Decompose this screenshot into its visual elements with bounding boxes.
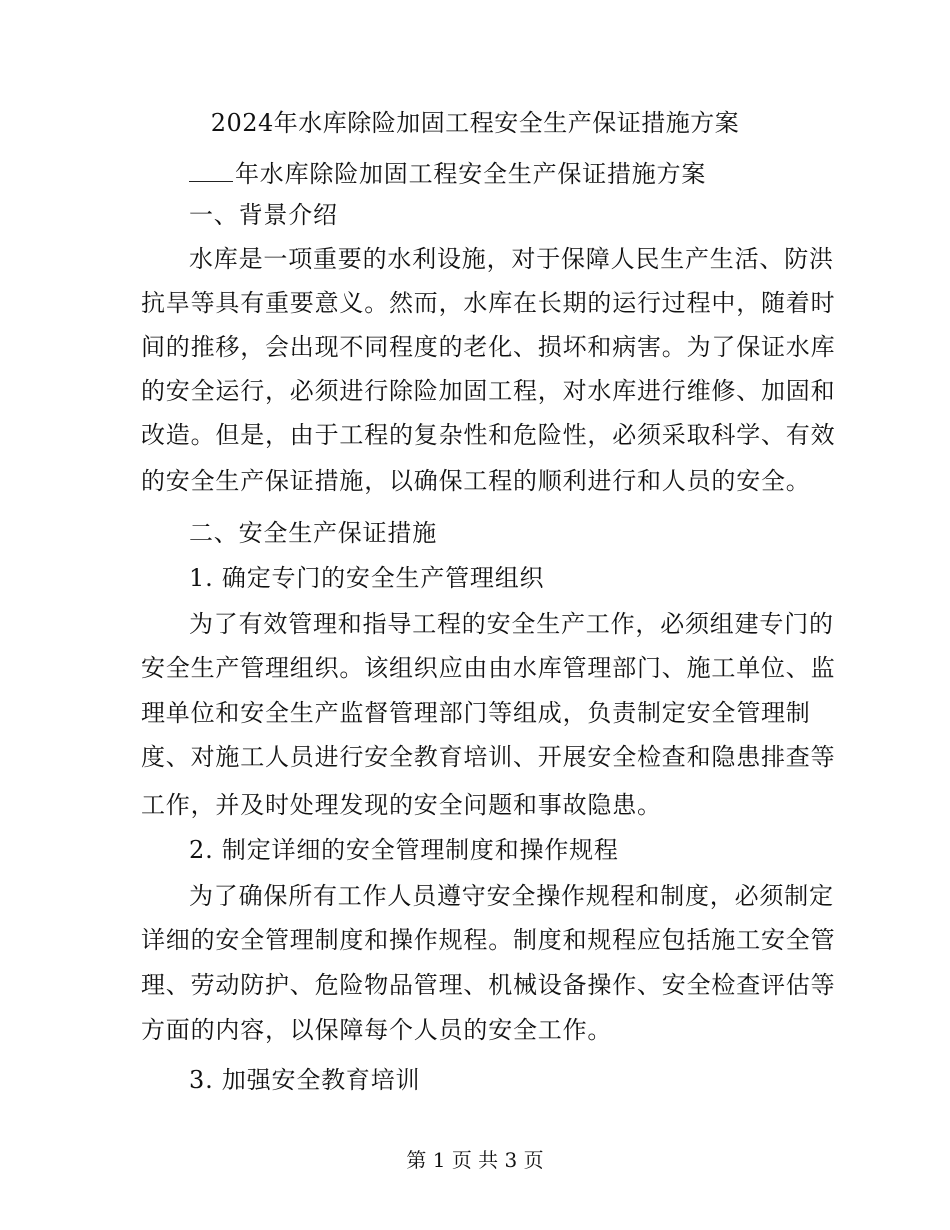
paragraph-line: 理、劳动防护、危险物品管理、机械设备操作、安全检查评估等 bbox=[141, 971, 836, 999]
paragraph-line: 水库是一项重要的水利设施，对于保障人民生产生活、防洪 bbox=[189, 245, 834, 273]
paragraph-line: 详细的安全管理制度和操作规程。制度和规程应包括施工安全管 bbox=[141, 926, 836, 954]
subsection-heading: 2. 制定详细的安全管理制度和操作规程 bbox=[189, 836, 619, 864]
paragraph-line: 抗旱等具有重要意义。然而，水库在长期的运行过程中，随着时 bbox=[141, 289, 836, 317]
section-heading: 一、背景介绍 bbox=[189, 201, 338, 229]
paragraph-line: 为了有效管理和指导工程的安全生产工作，必须组建专门的 bbox=[189, 610, 834, 638]
paragraph-line: 方面的内容，以保障每个人员的安全工作。 bbox=[141, 1016, 613, 1044]
document-title: 2024年水库除险加固工程安全生产保证措施方案 bbox=[210, 109, 740, 137]
document-subtitle bbox=[189, 155, 821, 193]
paragraph-line: 度、对施工人员进行安全教育培训、开展安全检查和隐患排查等 bbox=[141, 743, 836, 771]
paragraph-line: 为了确保所有工作人员遵守安全操作规程和制度，必须制定 bbox=[189, 882, 834, 910]
fill-in-blank bbox=[189, 155, 233, 182]
page-footer: 第 1 页 共 3 页 bbox=[406, 1148, 544, 1172]
paragraph-line: 间的推移，会出现不同程度的老化、损坏和病害。为了保证水库 bbox=[141, 333, 836, 361]
section-heading: 二、安全生产保证措施 bbox=[189, 519, 437, 547]
paragraph-line: 安全生产管理组织。该组织应由由水库管理部门、施工单位、监 bbox=[141, 654, 836, 682]
subsection-heading: 3. 加强安全教育培训 bbox=[189, 1066, 421, 1094]
subsection-heading: 1. 确定专门的安全生产管理组织 bbox=[189, 564, 545, 592]
paragraph-line: 工作，并及时处理发现的安全问题和事故隐患。 bbox=[141, 791, 662, 819]
paragraph-line: 的安全运行，必须进行除险加固工程，对水库进行维修、加固和 bbox=[141, 377, 836, 405]
subtitle-text: 年水库除险加固工程安全生产保证措施方案 bbox=[235, 160, 707, 188]
paragraph-line: 理单位和安全生产监督管理部门等组成，负责制定安全管理制 bbox=[141, 699, 811, 727]
paragraph-line: 的安全生产保证措施，以确保工程的顺利进行和人员的安全。 bbox=[141, 467, 811, 495]
paragraph-line: 改造。但是，由于工程的复杂性和危险性，必须采取科学、有效 bbox=[141, 421, 836, 449]
